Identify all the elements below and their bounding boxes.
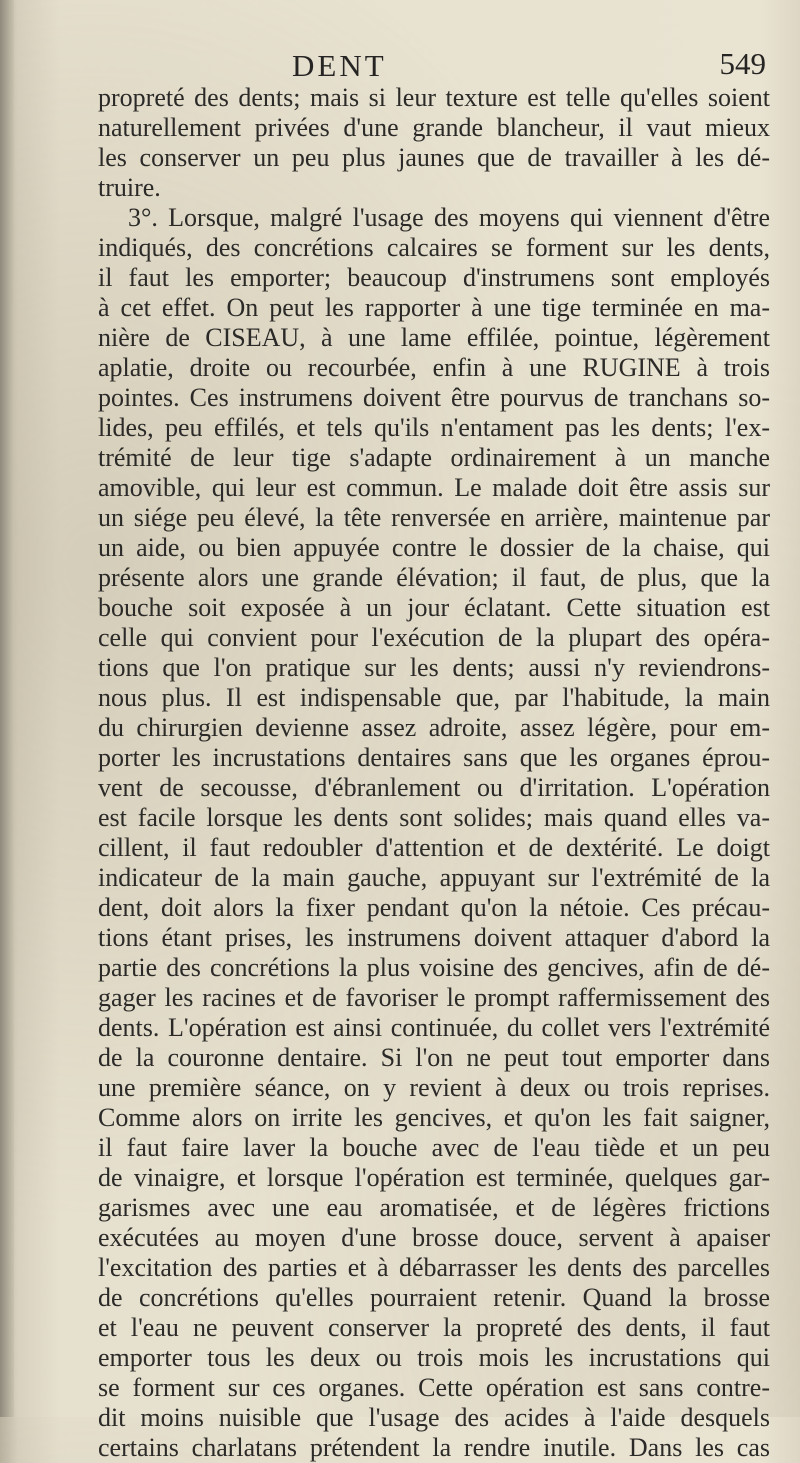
text-line: l'excitation des parties et à débarrasser les dents des parcelles [98,1253,770,1282]
text-line: de la couronne dentaire. Si l'on ne peut tout emporter dans [98,1043,770,1072]
text-line: certains charlatans prétendent la rendre inutile. Dans les cas [98,1433,770,1462]
text-line: indicateur de la main gauche, appuyant sur l'extrémité de la [98,863,770,892]
text-line: dent, doit alors la fixer pendant qu'on la nétoie. Ces précau- [98,893,770,922]
page-edge [0,0,14,1417]
text-line: nous plus. Il est indispensable que, par l'habitude, la main [98,683,770,712]
text-line: de vinaigre, et lorsque l'opération est terminée, quelques gar- [98,1163,770,1192]
text-line: 3°. Lorsque, malgré l'usage des moyens qui viennent d'être [128,203,770,232]
text-line: naturellement privées d'une grande blancheur, il vaut mieux [98,113,770,142]
text-line: cillent, il faut redoubler d'attention et de dextérité. Le doigt [98,833,770,862]
text-line: présente alors une grande élévation; il faut, de plus, que la [98,563,770,592]
text-line: gager les racines et de favoriser le prompt raffermissement des [98,983,770,1012]
text-line: amovible, qui leur est commun. Le malade doit être assis sur [98,473,770,502]
text-line: trémité de leur tige s'adapte ordinairement à un manche [98,443,770,472]
text-line: un siége peu élevé, la tête renversée en arrière, maintenue par [98,503,770,532]
text-line: nière de CISEAU, à une lame effilée, pointue, légèrement [98,323,770,352]
text-line: tions que l'on pratique sur les dents; aussi n'y reviendrons- [98,653,770,682]
text-line: du chirurgien devienne assez adroite, assez légère, pour em- [98,713,770,742]
text-line: se forment sur ces organes. Cette opération est sans contre- [98,1373,770,1402]
text-line: bouche soit exposée à un jour éclatant. Cette situation est [98,593,770,622]
text-line: il faut les emporter; beaucoup d'instrumens sont employés [98,263,770,292]
text-line: aplatie, droite ou recourbée, enfin à une RUGINE à trois [98,353,770,382]
text-line: Comme alors on irrite les gencives, et qu'on les fait saigner, [98,1103,770,1132]
text-line: lides, peu effilés, et tels qu'ils n'entament pas les dents; l'ex- [98,413,770,442]
text-line: un aide, ou bien appuyée contre le dossier de la chaise, qui [98,533,770,562]
text-line: de concrétions qu'elles pourraient retenir. Quand la brosse [98,1283,770,1312]
text-line: truire. [98,173,161,202]
text-line: tions étant prises, les instrumens doivent attaquer d'abord la [98,923,770,952]
text-line: les conserver un peu plus jaunes que de travailler à les dé- [98,143,770,172]
text-line: indiqués, des concrétions calcaires se forment sur les dents, [98,233,770,262]
text-line: dents. L'opération est ainsi continuée, du collet vers l'extrémité [98,1013,770,1042]
text-line: à cet effet. On peut les rapporter à une tige terminée en ma- [98,293,770,322]
text-line: une première séance, on y revient à deux ou trois reprises. [98,1073,770,1102]
text-line: dit moins nuisible que l'usage des acides à l'aide desquels [98,1403,770,1432]
text-line: emporter tous les deux ou trois mois les incrustations qui [98,1343,770,1372]
text-line: est facile lorsque les dents sont solides; mais quand elles va- [98,803,770,832]
text-line: vent de secousse, d'ébranlement ou d'irritation. L'opération [98,773,770,802]
page-header [96,46,766,86]
text-line: partie des concrétions la plus voisine des gencives, afin de dé- [98,953,770,982]
running-head: DENT [292,48,387,83]
text-line: et l'eau ne peuvent conserver la propreté des dents, il faut [98,1313,770,1342]
page-number: 549 [719,46,766,81]
text-line: celle qui convient pour l'exécution de la plupart des opéra- [98,623,770,652]
text-line: exécutées au moyen d'une brosse douce, servent à apaiser [98,1223,770,1252]
text-line: porter les incrustations dentaires sans que les organes éprou- [98,743,770,772]
text-line: propreté des dents; mais si leur texture est telle qu'elles soient [98,83,770,112]
text-line: pointes. Ces instrumens doivent être pourvus de tranchans so- [98,383,770,412]
body-text [98,83,770,1463]
text-line: garismes avec une eau aromatisée, et de légères frictions [98,1193,770,1222]
text-line: il faut faire laver la bouche avec de l'eau tiède et un peu [98,1133,770,1162]
